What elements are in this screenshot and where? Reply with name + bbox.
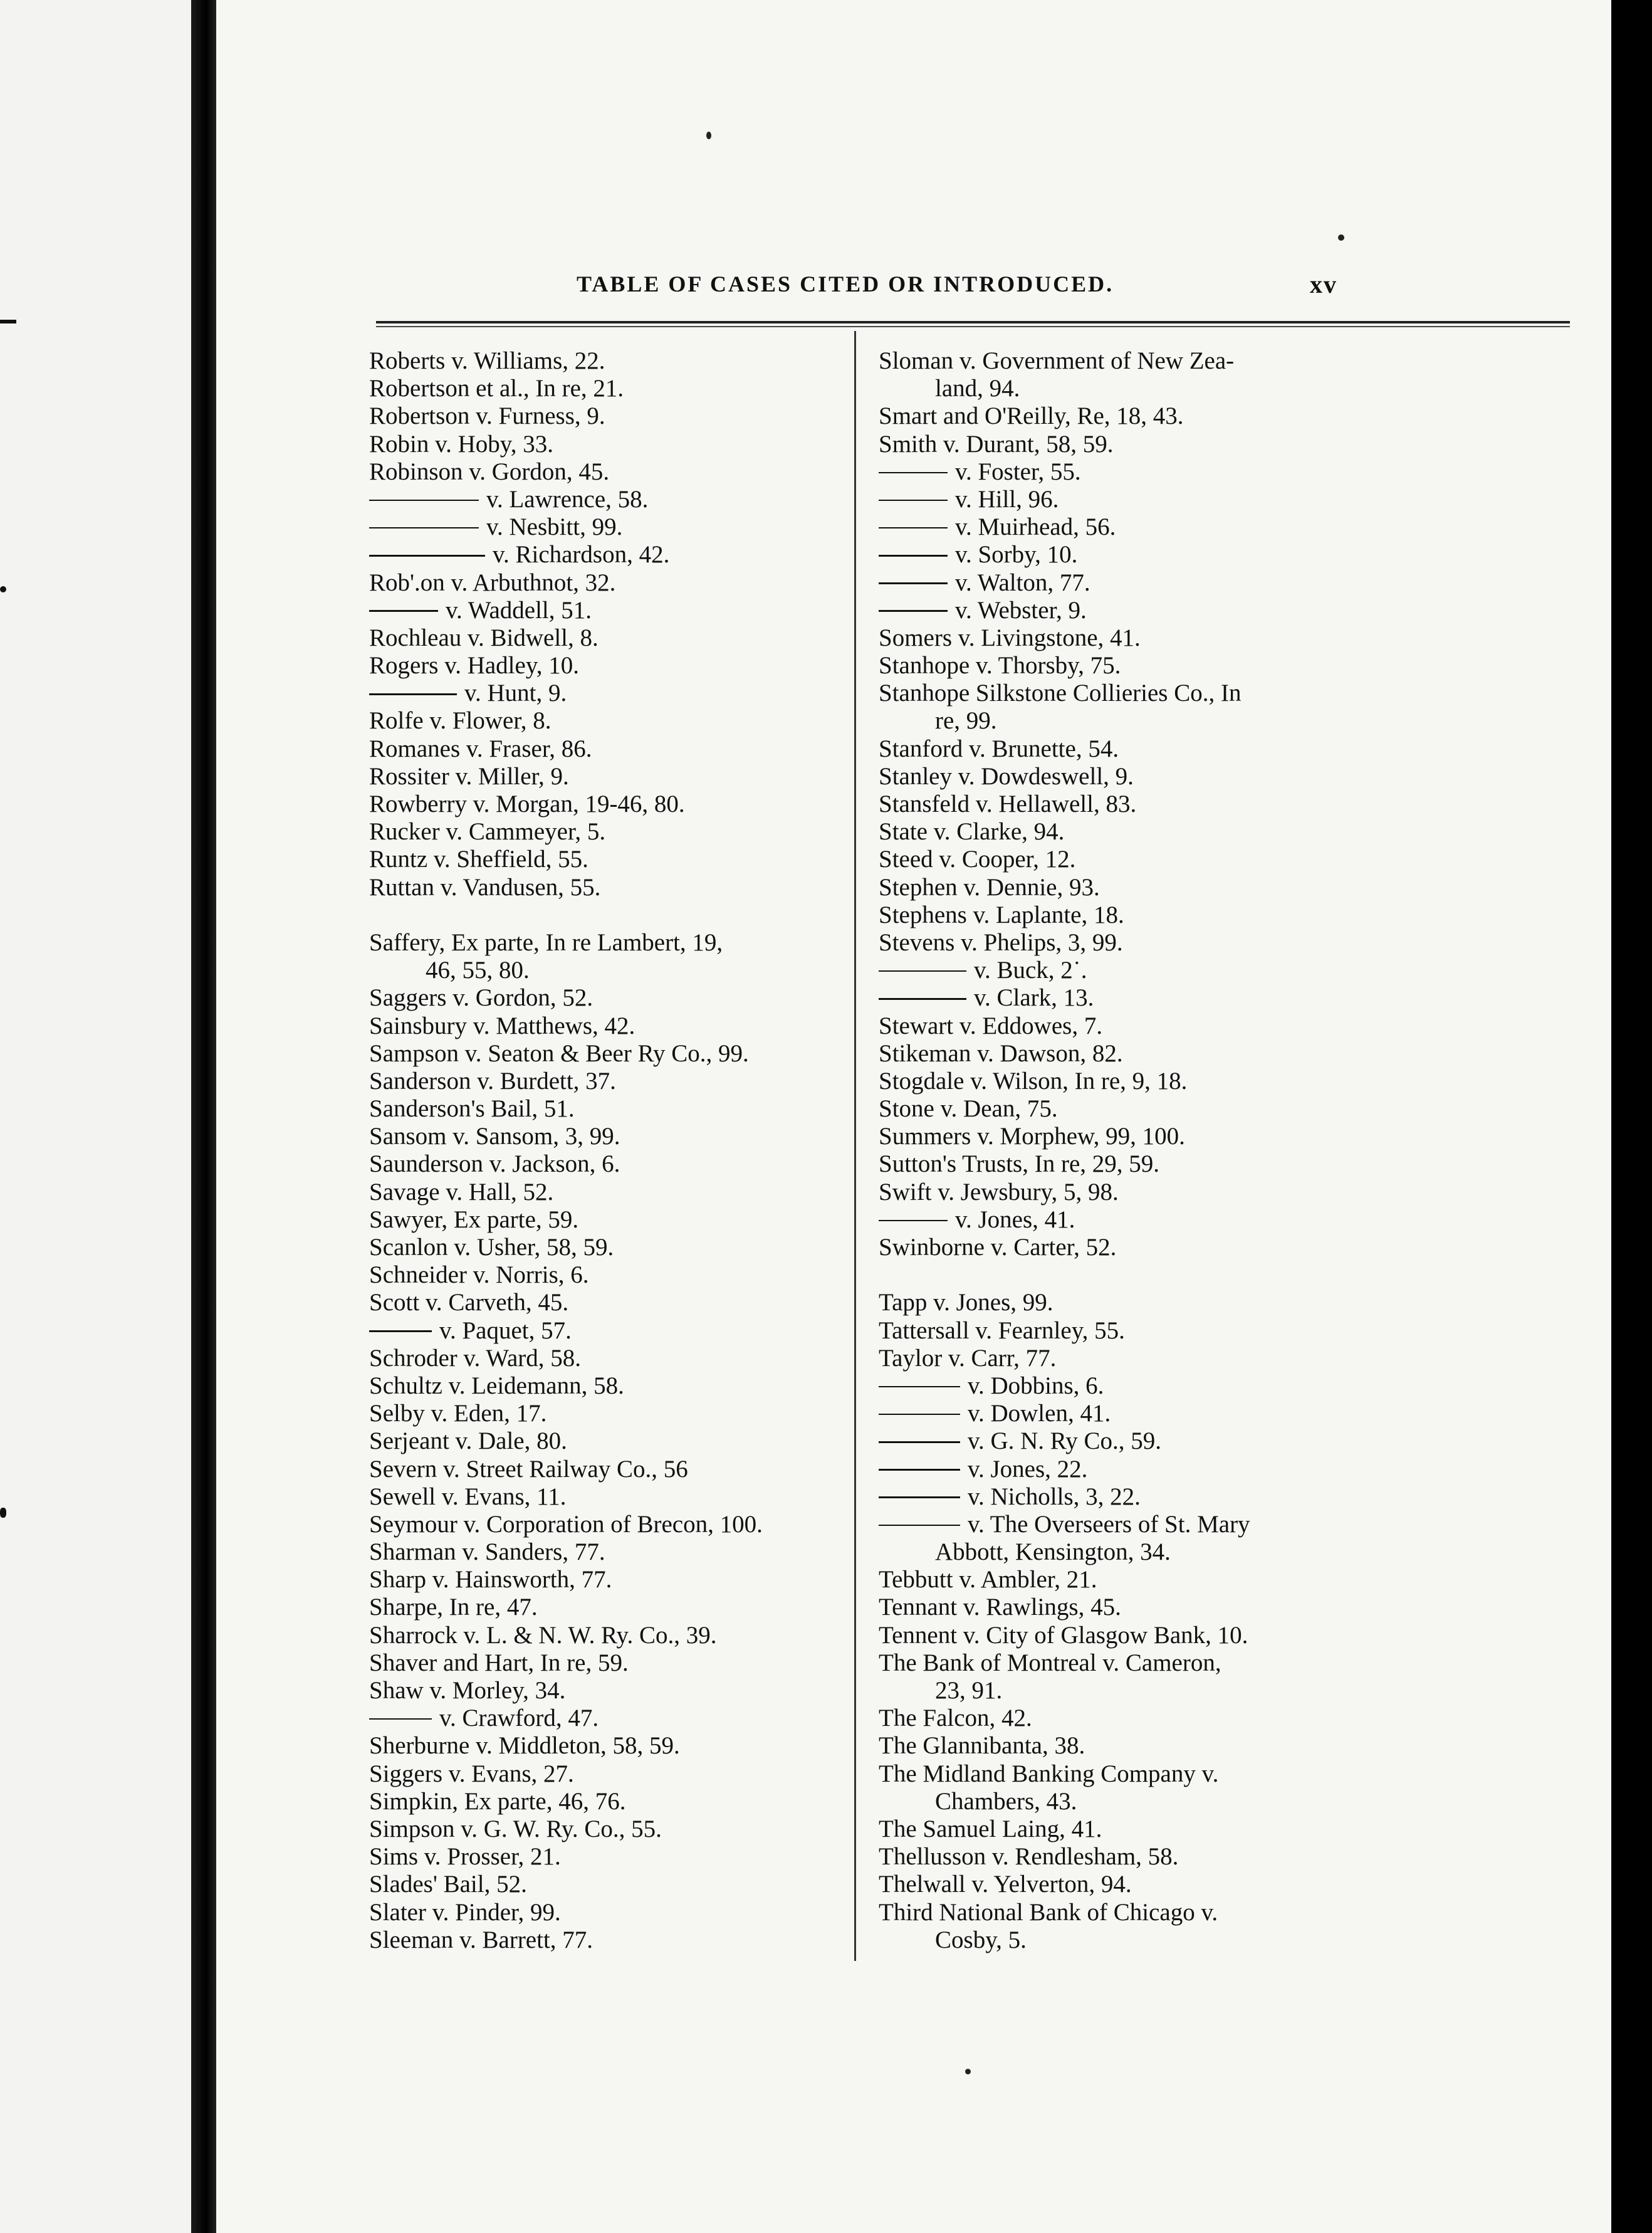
case-entry xyxy=(879,1622,1383,1649)
case-entry-text: v. Jones, 41. xyxy=(955,1206,1075,1233)
case-entry-text: Stewart v. Eddowes, 7. xyxy=(879,1012,1103,1039)
scan-border xyxy=(1611,0,1652,2233)
case-entry-text: Tapp v. Jones, 99. xyxy=(879,1289,1053,1316)
case-entry xyxy=(879,569,1383,597)
case-entry xyxy=(879,1899,1383,1926)
case-entry xyxy=(369,874,845,901)
ditto-dash xyxy=(879,1441,960,1443)
case-entry xyxy=(369,1068,845,1095)
case-entry xyxy=(369,1622,845,1649)
case-entry-text: v. Jones, 22. xyxy=(968,1455,1088,1483)
case-entry-text: Slater v. Pinder, 99. xyxy=(369,1898,561,1926)
case-entry xyxy=(879,1456,1383,1483)
case-entry-text: Stone v. Dean, 75. xyxy=(879,1095,1058,1123)
case-entry xyxy=(369,1760,845,1788)
case-entry xyxy=(879,763,1383,791)
case-entry xyxy=(879,458,1383,486)
case-entry xyxy=(879,791,1383,818)
case-entry xyxy=(369,486,845,513)
case-entry-text: v. Clark, 13. xyxy=(974,984,1094,1012)
book-page xyxy=(216,0,1611,2233)
case-entry-text: Stanhope v. Thorsby, 75. xyxy=(879,652,1121,680)
case-entry-text: Sleeman v. Barrett, 77. xyxy=(369,1926,593,1953)
ditto-dash xyxy=(879,610,948,612)
ditto-dash xyxy=(879,1469,960,1471)
case-entry xyxy=(369,1345,845,1372)
case-entry xyxy=(879,1206,1383,1234)
case-entry xyxy=(879,347,1383,375)
case-entry-text: v. Dobbins, 6. xyxy=(968,1372,1104,1399)
ditto-dash xyxy=(879,998,966,1000)
running-header-title: TABLE OF CASES CITED OR INTRODUCED. xyxy=(577,271,1114,297)
case-entry xyxy=(879,1427,1383,1455)
case-entry-text: Sharpe, In re, 47. xyxy=(369,1594,538,1621)
case-entry xyxy=(369,707,845,735)
facing-page-mark xyxy=(0,320,16,323)
case-entry xyxy=(879,1649,1383,1677)
case-entry xyxy=(369,1372,845,1400)
case-entry-text: Sutton's Trusts, In re, 29, 59. xyxy=(879,1150,1160,1178)
case-entry-text: Sharman v. Sanders, 77. xyxy=(369,1538,605,1566)
ditto-dash xyxy=(879,1496,960,1498)
case-entry xyxy=(369,1843,845,1871)
case-entry-text: Stansfeld v. Hellawell, 83. xyxy=(879,791,1137,817)
case-entry xyxy=(879,1123,1383,1150)
page-folio: xv xyxy=(1310,270,1337,298)
case-entry-text: v. The Overseers of St. Mary xyxy=(968,1510,1250,1538)
case-entry-text: Smith v. Durant, 58, 59. xyxy=(879,430,1114,458)
facing-page-mark xyxy=(0,586,6,592)
case-entry-text: Cosby, 5. xyxy=(935,1926,1027,1953)
case-entry xyxy=(369,1649,845,1677)
case-entry-text: Tennant v. Rawlings, 45. xyxy=(879,1594,1121,1621)
case-entry xyxy=(369,1871,845,1898)
header-rule-thin xyxy=(376,326,1570,327)
ditto-dash xyxy=(879,1525,960,1526)
case-entry xyxy=(879,431,1383,458)
right-column xyxy=(879,347,1383,1954)
case-entry-text: Shaver and Hart, In re, 59. xyxy=(369,1649,629,1676)
case-entry-text: Sherburne v. Middleton, 58, 59. xyxy=(369,1732,680,1760)
case-entry xyxy=(369,1234,845,1261)
case-entry-text: Sewell v. Evans, 11. xyxy=(369,1483,567,1510)
case-entry xyxy=(369,375,845,402)
case-entry-text: v. Walton, 77. xyxy=(955,569,1090,596)
case-entry xyxy=(879,1068,1383,1095)
ditto-dash xyxy=(879,1386,960,1388)
case-entry-text: Savage v. Hall, 52. xyxy=(369,1178,554,1206)
case-entry xyxy=(369,1732,845,1760)
case-entry xyxy=(879,375,1383,402)
case-entry-text: Sims v. Prosser, 21. xyxy=(369,1843,561,1871)
case-entry xyxy=(879,1760,1383,1788)
case-entry-text: Scanlon v. Usher, 58, 59. xyxy=(369,1234,614,1261)
case-entry-text: Schneider v. Norris, 6. xyxy=(369,1261,589,1289)
case-entry xyxy=(879,1788,1383,1815)
case-entry-text: v. Lawrence, 58. xyxy=(486,485,649,513)
case-entry xyxy=(369,1179,845,1206)
case-entry xyxy=(369,1012,845,1040)
case-entry-text: The Glannibanta, 38. xyxy=(879,1732,1085,1760)
case-entry-text: Robin v. Hoby, 33. xyxy=(369,430,553,458)
case-entry-text: v. Hunt, 9. xyxy=(464,680,567,707)
case-entry-text: The Falcon, 42. xyxy=(879,1705,1032,1732)
case-entry-text: Shaw v. Morley, 34. xyxy=(369,1677,566,1704)
case-entry-text: The Bank of Montreal v. Cameron, xyxy=(879,1649,1221,1676)
case-entry-text: Scott v. Carveth, 45. xyxy=(369,1289,569,1316)
case-entry-text: v. Richardson, 42. xyxy=(493,541,670,569)
case-entry-text: Swift v. Jewsbury, 5, 98. xyxy=(879,1178,1119,1206)
case-entry-text: State v. Clarke, 94. xyxy=(879,818,1065,846)
case-entry xyxy=(369,1261,845,1289)
case-entry-text: v. G. N. Ry Co., 59. xyxy=(968,1427,1162,1455)
case-entry xyxy=(879,1843,1383,1871)
case-entry xyxy=(369,1677,845,1705)
ink-speck xyxy=(1338,234,1344,241)
case-entry-text: Schroder v. Ward, 58. xyxy=(369,1344,582,1372)
facing-page-edge xyxy=(0,0,191,2233)
case-entry xyxy=(369,735,845,763)
case-entry-text: Siggers v. Evans, 27. xyxy=(369,1760,574,1787)
case-entry-text: 23, 91. xyxy=(935,1677,1003,1704)
case-entry xyxy=(369,1788,845,1815)
case-entry xyxy=(879,1095,1383,1123)
ditto-dash xyxy=(879,500,948,502)
case-entry-text: Stevens v. Phelips, 3, 99. xyxy=(879,928,1123,956)
case-entry-text: v. Nesbitt, 99. xyxy=(486,513,623,541)
case-entry xyxy=(369,818,845,846)
case-entry-text: v. Crawford, 47. xyxy=(439,1705,599,1732)
running-header xyxy=(216,271,1611,308)
case-entry-text: Sanderson v. Burdett, 37. xyxy=(369,1067,616,1095)
case-entry-text: Roberts v. Williams, 22. xyxy=(369,347,605,374)
case-entry-text: Saffery, Ex parte, In re Lambert, 19, xyxy=(369,928,723,956)
case-entry xyxy=(369,1705,845,1732)
case-entry xyxy=(879,597,1383,624)
case-entry-text: Rucker v. Cammeyer, 5. xyxy=(369,818,606,846)
case-entry xyxy=(879,818,1383,846)
case-entry xyxy=(879,984,1383,1012)
case-entry-text: v. Webster, 9. xyxy=(955,596,1087,624)
case-entry xyxy=(369,347,845,375)
case-entry xyxy=(879,1150,1383,1178)
case-entry xyxy=(879,624,1383,652)
case-entry xyxy=(369,569,845,597)
case-entry xyxy=(369,957,845,984)
case-entry-text: Saggers v. Gordon, 52. xyxy=(369,984,593,1012)
case-entry xyxy=(879,1677,1383,1705)
case-entry xyxy=(879,1732,1383,1760)
case-entry xyxy=(879,680,1383,707)
case-entry xyxy=(369,1289,845,1316)
case-entry-text: Stogdale v. Wilson, In re, 9, 18. xyxy=(879,1067,1188,1095)
ditto-dash xyxy=(369,555,485,557)
case-entry xyxy=(879,1234,1383,1261)
ditto-dash xyxy=(369,527,479,529)
case-entry xyxy=(369,984,845,1012)
case-entry-text: Third National Bank of Chicago v. xyxy=(879,1898,1218,1926)
case-entry xyxy=(369,513,845,541)
case-entry-text: Ruttan v. Vandusen, 55. xyxy=(369,873,601,901)
case-entry xyxy=(879,1871,1383,1898)
case-entry xyxy=(369,624,845,652)
case-entry xyxy=(879,1289,1383,1316)
case-entry xyxy=(369,846,845,873)
case-entry-text: Schultz v. Leidemann, 58. xyxy=(369,1372,624,1399)
header-rule xyxy=(376,321,1570,323)
case-entry-text: The Samuel Laing, 41. xyxy=(879,1815,1102,1842)
case-entry-text: Severn v. Street Railway Co., 56 xyxy=(369,1455,688,1483)
case-entry-text: v. Sorby, 10. xyxy=(955,541,1078,569)
case-entry-text: Thelwall v. Yelverton, 94. xyxy=(879,1871,1132,1898)
case-entry-text: Sanderson's Bail, 51. xyxy=(369,1095,575,1123)
case-entry-text: Rossiter v. Miller, 9. xyxy=(369,762,569,790)
ditto-dash xyxy=(369,693,457,695)
ink-speck xyxy=(965,2069,971,2074)
case-entry-text: Sampson v. Seaton & Beer Ry Co., 99. xyxy=(369,1039,749,1067)
case-entry xyxy=(369,431,845,458)
case-entry-text: Rolfe v. Flower, 8. xyxy=(369,707,552,735)
case-entry xyxy=(369,1400,845,1427)
case-entry-text: 46, 55, 80. xyxy=(426,957,530,984)
case-entry-text: v. Waddell, 51. xyxy=(446,596,592,624)
case-entry xyxy=(369,402,845,430)
case-entry-text: Serjeant v. Dale, 80. xyxy=(369,1427,567,1455)
case-entry-text: Stanley v. Dowdeswell, 9. xyxy=(879,762,1134,790)
case-entry-text: v. Dowlen, 41. xyxy=(968,1400,1111,1427)
case-entry-text: Chambers, 43. xyxy=(935,1787,1077,1815)
case-entry xyxy=(879,1566,1383,1594)
case-entry xyxy=(369,680,845,707)
ditto-dash xyxy=(879,970,966,972)
case-entry-text: Stanhope Silkstone Collieries Co., In xyxy=(879,680,1242,707)
case-entry-text: land, 94. xyxy=(935,375,1020,402)
case-entry-text: Rogers v. Hadley, 10. xyxy=(369,652,580,680)
case-entry-text: Swinborne v. Carter, 52. xyxy=(879,1234,1117,1261)
left-column xyxy=(369,347,845,1954)
case-entry-text: Sansom v. Sansom, 3, 99. xyxy=(369,1123,620,1150)
ditto-dash xyxy=(369,610,438,612)
case-entry xyxy=(369,1150,845,1178)
case-entry xyxy=(879,513,1383,541)
case-entry-text: Runtz v. Sheffield, 55. xyxy=(369,846,588,873)
case-entry xyxy=(369,1483,845,1511)
case-entry xyxy=(369,1815,845,1843)
case-entry xyxy=(879,1815,1383,1843)
case-entry-text: Rob'.on v. Arbuthnot, 32. xyxy=(369,569,616,596)
case-entry xyxy=(369,1594,845,1621)
case-entry-text: Rochleau v. Bidwell, 8. xyxy=(369,624,599,651)
case-entry xyxy=(369,763,845,791)
case-entry xyxy=(879,1926,1383,1954)
case-entry-text: Slades' Bail, 52. xyxy=(369,1871,527,1898)
case-entry xyxy=(369,1456,845,1483)
case-entry-text: Rowberry v. Morgan, 19-46, 80. xyxy=(369,791,685,817)
case-entry-text: Saunderson v. Jackson, 6. xyxy=(369,1150,620,1178)
column-divider xyxy=(854,331,856,1961)
case-entry-text: Stanford v. Brunette, 54. xyxy=(879,735,1119,762)
section-gap xyxy=(879,1261,1383,1289)
case-entry xyxy=(369,541,845,569)
case-entry-text: The Midland Banking Company v. xyxy=(879,1760,1219,1787)
case-entry xyxy=(369,597,845,624)
case-entry xyxy=(879,541,1383,569)
case-entry xyxy=(369,1095,845,1123)
case-entry xyxy=(879,1179,1383,1206)
case-entry xyxy=(879,1012,1383,1040)
case-entry-text: Selby v. Eden, 17. xyxy=(369,1400,547,1427)
case-entry xyxy=(369,1899,845,1926)
case-entry xyxy=(879,1400,1383,1427)
case-entry-text: Seymour v. Corporation of Brecon, 100. xyxy=(369,1510,763,1538)
book-gutter xyxy=(191,0,216,2233)
case-entry xyxy=(369,1538,845,1566)
case-entry-text: v. Nicholls, 3, 22. xyxy=(968,1483,1141,1510)
ditto-dash xyxy=(369,1330,432,1332)
case-entry xyxy=(369,929,845,957)
case-entry xyxy=(879,735,1383,763)
case-entry xyxy=(369,1206,845,1234)
case-entry-text: v. Paquet, 57. xyxy=(439,1316,572,1344)
case-entry xyxy=(369,1926,845,1954)
case-entry xyxy=(879,1345,1383,1372)
case-entry xyxy=(369,652,845,680)
case-entry-text: Taylor v. Carr, 77. xyxy=(879,1344,1057,1372)
case-entry-text: Romanes v. Fraser, 86. xyxy=(369,735,592,762)
case-entry-text: Steed v. Cooper, 12. xyxy=(879,846,1076,873)
case-entry-text: Sharp v. Hainsworth, 77. xyxy=(369,1566,612,1594)
case-entry-text: Smart and O'Reilly, Re, 18, 43. xyxy=(879,402,1184,430)
case-entry-text: Robertson v. Furness, 9. xyxy=(369,402,605,430)
case-entry xyxy=(369,791,845,818)
case-entry-text: v. Hill, 96. xyxy=(955,485,1059,513)
ditto-dash xyxy=(879,1414,960,1416)
case-entry xyxy=(369,458,845,486)
case-entry xyxy=(879,846,1383,873)
case-entry-text: Tennent v. City of Glasgow Bank, 10. xyxy=(879,1621,1248,1649)
case-entry-text: Robertson et al., In re, 21. xyxy=(369,375,624,402)
case-entry-text: Sawyer, Ex parte, 59. xyxy=(369,1206,579,1233)
case-entry xyxy=(879,1538,1383,1566)
ditto-dash xyxy=(369,500,479,502)
case-entry-text: Stikeman v. Dawson, 82. xyxy=(879,1039,1123,1067)
case-entry xyxy=(879,1511,1383,1538)
case-entry xyxy=(879,1483,1383,1511)
case-entry xyxy=(879,1594,1383,1621)
case-entry xyxy=(879,957,1383,984)
case-entry xyxy=(879,652,1383,680)
case-entry xyxy=(879,486,1383,513)
case-entry xyxy=(879,901,1383,929)
case-entry-text: Abbott, Kensington, 34. xyxy=(935,1538,1171,1566)
case-entry-text: Somers v. Livingstone, 41. xyxy=(879,624,1141,651)
ditto-dash xyxy=(369,1718,432,1720)
case-entry xyxy=(369,1040,845,1068)
case-entry xyxy=(879,707,1383,735)
case-entry-text: Summers v. Morphew, 99, 100. xyxy=(879,1123,1185,1150)
case-entry xyxy=(879,1372,1383,1400)
ditto-dash xyxy=(879,527,948,529)
case-entry-text: Stephen v. Dennie, 93. xyxy=(879,873,1100,901)
case-entry-text: Sharrock v. L. & N. W. Ry. Co., 39. xyxy=(369,1621,717,1649)
ink-speck xyxy=(706,132,711,139)
case-entry-text: v. Buck, 2˙. xyxy=(974,957,1087,984)
case-entry-text: Thellusson v. Rendlesham, 58. xyxy=(879,1843,1179,1871)
ditto-dash xyxy=(879,555,948,557)
ditto-dash xyxy=(879,582,948,584)
case-entry xyxy=(879,402,1383,430)
case-entry xyxy=(369,1566,845,1594)
case-entry xyxy=(369,1317,845,1345)
ditto-dash xyxy=(879,1220,948,1222)
case-entry-text: v. Muirhead, 56. xyxy=(955,513,1116,541)
case-entry xyxy=(879,874,1383,901)
case-entry xyxy=(879,929,1383,957)
ditto-dash xyxy=(879,472,948,474)
case-entry-text: Sainsbury v. Matthews, 42. xyxy=(369,1012,635,1039)
case-entry-text: Simpson v. G. W. Ry. Co., 55. xyxy=(369,1815,662,1842)
case-entry xyxy=(369,1123,845,1150)
case-entry xyxy=(369,1427,845,1455)
case-entry xyxy=(879,1040,1383,1068)
case-entry-text: Tattersall v. Fearnley, 55. xyxy=(879,1316,1125,1344)
case-entry-text: v. Foster, 55. xyxy=(955,458,1081,485)
section-gap xyxy=(369,901,845,929)
case-entry xyxy=(879,1317,1383,1345)
case-entry xyxy=(879,1705,1383,1732)
case-entry xyxy=(369,1511,845,1538)
case-entry-text: re, 99. xyxy=(935,707,997,735)
facing-page-mark xyxy=(0,1508,6,1518)
case-entry-text: Tebbutt v. Ambler, 21. xyxy=(879,1566,1097,1594)
case-entry-text: Simpkin, Ex parte, 46, 76. xyxy=(369,1787,626,1815)
case-entry-text: Robinson v. Gordon, 45. xyxy=(369,458,610,485)
case-entry-text: Stephens v. Laplante, 18. xyxy=(879,901,1124,928)
case-entry-text: Sloman v. Government of New Zea- xyxy=(879,347,1235,374)
